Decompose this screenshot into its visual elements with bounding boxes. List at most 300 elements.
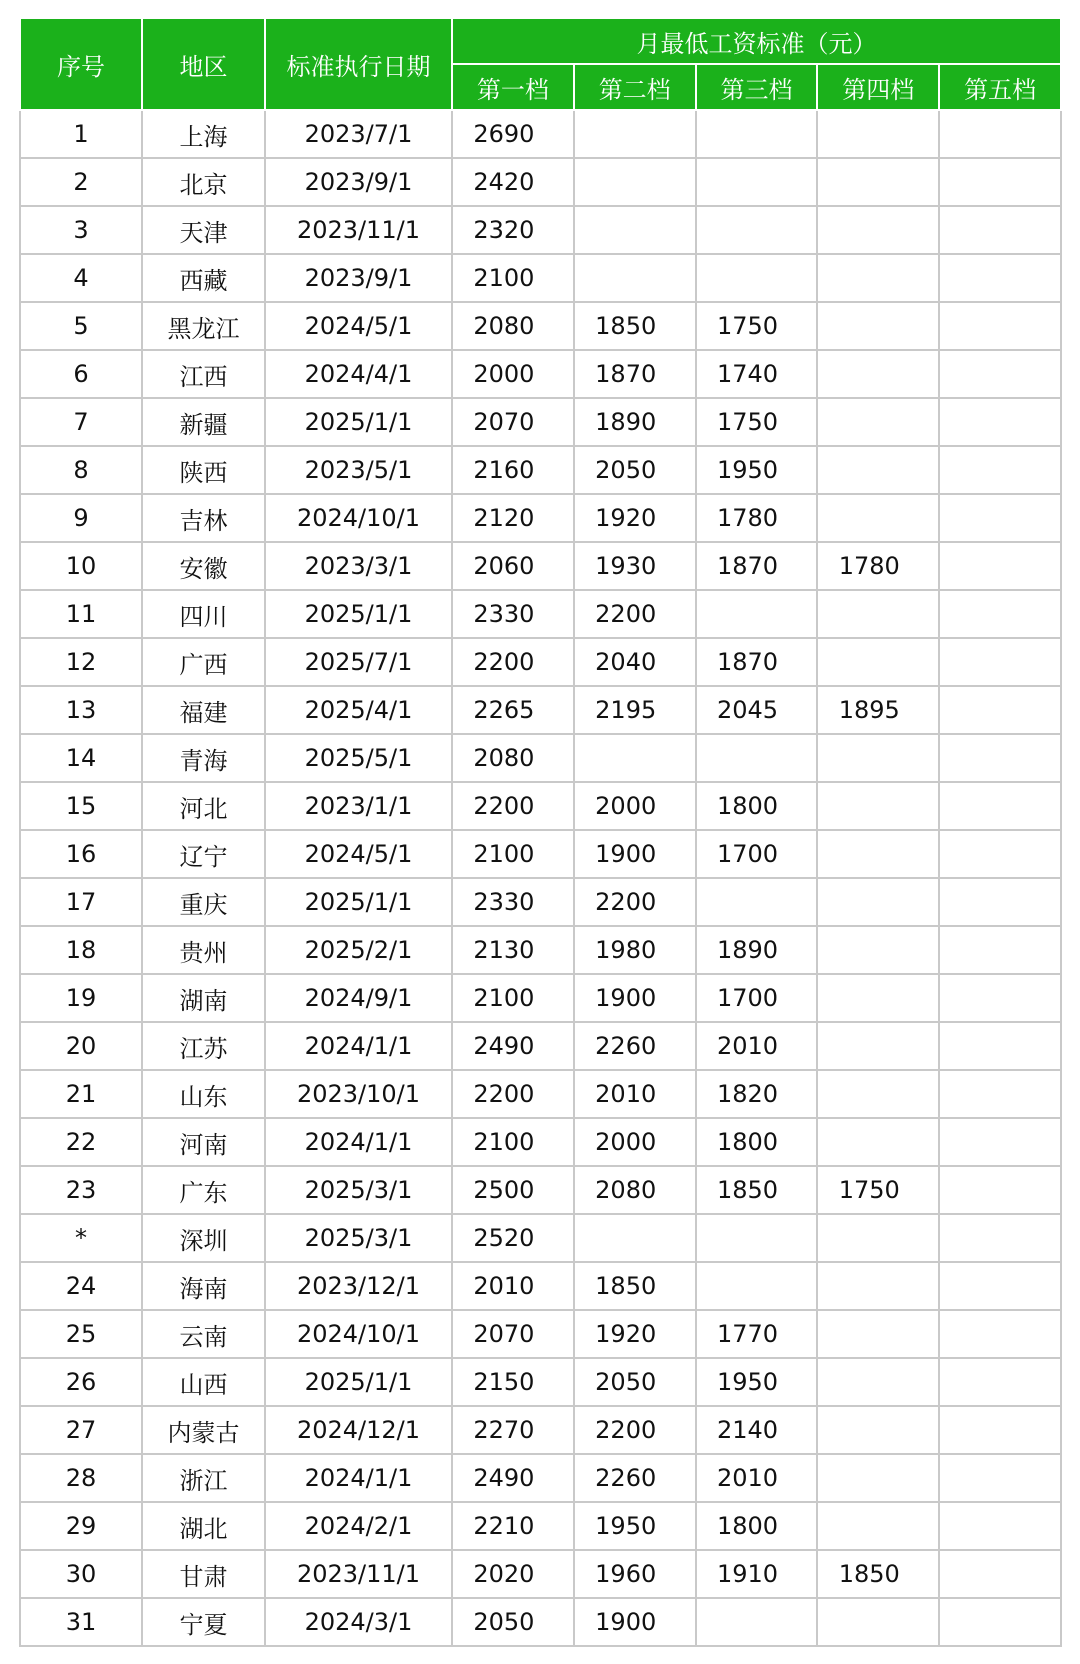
cell-tier-5 [939,590,1061,638]
cell-tier-4 [817,782,939,830]
cell-tier-4 [817,1598,939,1646]
cell-serial-number: * [20,1214,142,1262]
table-row [20,686,1061,734]
cell-tier-2: 1900 [574,974,696,1022]
cell-serial-number: 26 [20,1358,142,1406]
header-monthly-minimum-wage: 月最低工资标准（元） [452,18,1061,64]
cell-region: 辽宁 [142,830,265,878]
cell-effective-date: 2024/12/1 [265,1406,452,1454]
cell-tier-1: 2100 [452,830,574,878]
cell-effective-date: 2024/10/1 [265,1310,452,1358]
cell-tier-1: 2010 [452,1262,574,1310]
cell-region: 上海 [142,110,265,158]
cell-tier-4 [817,1070,939,1118]
cell-tier-5 [939,1358,1061,1406]
cell-tier-3: 1870 [696,638,818,686]
cell-tier-4 [817,1310,939,1358]
cell-tier-4 [817,926,939,974]
cell-tier-5 [939,1166,1061,1214]
cell-tier-1: 2320 [452,206,574,254]
cell-tier-2 [574,158,696,206]
cell-tier-2: 2195 [574,686,696,734]
cell-effective-date: 2023/9/1 [265,254,452,302]
cell-tier-4 [817,1406,939,1454]
cell-tier-1: 2100 [452,1118,574,1166]
cell-serial-number: 17 [20,878,142,926]
cell-serial-number: 1 [20,110,142,158]
cell-region: 江苏 [142,1022,265,1070]
cell-tier-2: 1950 [574,1502,696,1550]
cell-tier-4 [817,734,939,782]
cell-tier-4 [817,254,939,302]
cell-effective-date: 2025/3/1 [265,1166,452,1214]
cell-effective-date: 2025/4/1 [265,686,452,734]
cell-serial-number: 30 [20,1550,142,1598]
table-row [20,1022,1061,1070]
cell-serial-number: 18 [20,926,142,974]
cell-tier-3: 1780 [696,494,818,542]
cell-tier-1: 2420 [452,158,574,206]
cell-tier-2: 1900 [574,830,696,878]
cell-tier-5 [939,1550,1061,1598]
cell-tier-3: 1850 [696,1166,818,1214]
cell-tier-4 [817,590,939,638]
cell-region: 北京 [142,158,265,206]
cell-tier-2: 2000 [574,1118,696,1166]
cell-serial-number: 3 [20,206,142,254]
cell-tier-1: 2150 [452,1358,574,1406]
cell-serial-number: 15 [20,782,142,830]
cell-region: 贵州 [142,926,265,974]
wage-table-container [19,17,1060,1647]
cell-tier-4 [817,638,939,686]
table-row [20,446,1061,494]
cell-tier-2: 1850 [574,1262,696,1310]
cell-tier-1: 2080 [452,302,574,350]
table-row [20,542,1061,590]
cell-region: 吉林 [142,494,265,542]
cell-region: 天津 [142,206,265,254]
cell-tier-2: 2080 [574,1166,696,1214]
cell-serial-number: 10 [20,542,142,590]
cell-tier-3: 1890 [696,926,818,974]
cell-tier-5 [939,830,1061,878]
cell-tier-3: 1800 [696,1118,818,1166]
header-tier-5: 第五档 [939,64,1061,110]
header-region: 地区 [142,18,265,110]
header-tier-4: 第四档 [817,64,939,110]
cell-effective-date: 2023/10/1 [265,1070,452,1118]
cell-tier-2 [574,254,696,302]
table-row [20,782,1061,830]
cell-tier-1: 2000 [452,350,574,398]
cell-tier-5 [939,254,1061,302]
cell-tier-4 [817,110,939,158]
cell-serial-number: 13 [20,686,142,734]
cell-serial-number: 23 [20,1166,142,1214]
minimum-wage-table [19,17,1062,1647]
cell-effective-date: 2023/11/1 [265,206,452,254]
cell-tier-2: 1930 [574,542,696,590]
cell-effective-date: 2024/3/1 [265,1598,452,1646]
cell-tier-2: 2200 [574,590,696,638]
cell-tier-2: 1920 [574,494,696,542]
table-row [20,350,1061,398]
table-row [20,1550,1061,1598]
cell-serial-number: 16 [20,830,142,878]
cell-serial-number: 11 [20,590,142,638]
cell-tier-3 [696,254,818,302]
cell-effective-date: 2023/7/1 [265,110,452,158]
table-row [20,830,1061,878]
cell-tier-3: 1770 [696,1310,818,1358]
cell-tier-5 [939,1454,1061,1502]
cell-tier-1: 2100 [452,974,574,1022]
cell-tier-5 [939,206,1061,254]
cell-tier-5 [939,974,1061,1022]
cell-effective-date: 2024/1/1 [265,1454,452,1502]
cell-tier-4 [817,398,939,446]
cell-tier-2: 1980 [574,926,696,974]
cell-effective-date: 2023/12/1 [265,1262,452,1310]
cell-effective-date: 2023/3/1 [265,542,452,590]
cell-tier-1: 2210 [452,1502,574,1550]
cell-tier-3: 1950 [696,1358,818,1406]
cell-tier-3: 1800 [696,1502,818,1550]
cell-effective-date: 2025/7/1 [265,638,452,686]
cell-tier-1: 2070 [452,398,574,446]
cell-tier-2: 2260 [574,1022,696,1070]
cell-serial-number: 25 [20,1310,142,1358]
cell-tier-2: 2260 [574,1454,696,1502]
cell-effective-date: 2024/4/1 [265,350,452,398]
cell-serial-number: 6 [20,350,142,398]
cell-tier-1: 2200 [452,782,574,830]
cell-region: 西藏 [142,254,265,302]
cell-effective-date: 2024/9/1 [265,974,452,1022]
cell-tier-5 [939,734,1061,782]
cell-serial-number: 7 [20,398,142,446]
cell-tier-4 [817,1022,939,1070]
cell-tier-3: 1750 [696,302,818,350]
cell-tier-5 [939,110,1061,158]
cell-effective-date: 2024/5/1 [265,830,452,878]
table-row [20,1070,1061,1118]
cell-tier-5 [939,1310,1061,1358]
cell-tier-2: 2000 [574,782,696,830]
table-header [20,18,1061,110]
cell-serial-number: 31 [20,1598,142,1646]
cell-effective-date: 2024/5/1 [265,302,452,350]
cell-tier-4 [817,878,939,926]
table-body [20,110,1061,1646]
table-row [20,302,1061,350]
cell-tier-1: 2050 [452,1598,574,1646]
cell-serial-number: 9 [20,494,142,542]
cell-tier-1: 2500 [452,1166,574,1214]
cell-serial-number: 14 [20,734,142,782]
cell-region: 广东 [142,1166,265,1214]
cell-tier-3: 2140 [696,1406,818,1454]
cell-tier-5 [939,1502,1061,1550]
cell-region: 重庆 [142,878,265,926]
cell-tier-5 [939,878,1061,926]
table-row [20,1118,1061,1166]
cell-tier-1: 2690 [452,110,574,158]
table-row [20,1406,1061,1454]
cell-serial-number: 27 [20,1406,142,1454]
cell-serial-number: 28 [20,1454,142,1502]
cell-tier-4 [817,1502,939,1550]
cell-effective-date: 2025/1/1 [265,1358,452,1406]
cell-region: 江西 [142,350,265,398]
cell-tier-2 [574,1214,696,1262]
cell-tier-4: 1780 [817,542,939,590]
cell-region: 深圳 [142,1214,265,1262]
cell-tier-2: 1850 [574,302,696,350]
cell-tier-5 [939,782,1061,830]
cell-tier-5 [939,686,1061,734]
cell-serial-number: 22 [20,1118,142,1166]
cell-tier-3: 2045 [696,686,818,734]
table-row [20,1310,1061,1358]
cell-region: 新疆 [142,398,265,446]
cell-tier-2: 1960 [574,1550,696,1598]
cell-tier-3 [696,158,818,206]
cell-serial-number: 21 [20,1070,142,1118]
cell-region: 宁夏 [142,1598,265,1646]
cell-tier-5 [939,1598,1061,1646]
cell-tier-3 [696,1598,818,1646]
cell-tier-4 [817,302,939,350]
cell-effective-date: 2025/1/1 [265,398,452,446]
cell-tier-5 [939,350,1061,398]
table-row [20,110,1061,158]
cell-region: 福建 [142,686,265,734]
cell-tier-2: 2200 [574,878,696,926]
cell-tier-3: 1750 [696,398,818,446]
cell-tier-4: 1750 [817,1166,939,1214]
table-row [20,158,1061,206]
cell-serial-number: 29 [20,1502,142,1550]
cell-tier-5 [939,1406,1061,1454]
cell-tier-1: 2490 [452,1022,574,1070]
cell-tier-3: 1870 [696,542,818,590]
cell-effective-date: 2024/1/1 [265,1118,452,1166]
cell-tier-1: 2130 [452,926,574,974]
cell-tier-1: 2265 [452,686,574,734]
cell-tier-4 [817,1262,939,1310]
header-serial-number: 序号 [20,18,142,110]
cell-region: 陕西 [142,446,265,494]
cell-tier-4 [817,206,939,254]
cell-tier-5 [939,494,1061,542]
header-tier-1: 第一档 [452,64,574,110]
cell-region: 青海 [142,734,265,782]
table-row [20,926,1061,974]
cell-tier-1: 2330 [452,878,574,926]
cell-tier-5 [939,1262,1061,1310]
cell-tier-5 [939,398,1061,446]
cell-tier-4 [817,158,939,206]
cell-tier-4 [817,1118,939,1166]
cell-tier-2 [574,734,696,782]
table-row [20,1358,1061,1406]
header-tier-3: 第三档 [696,64,818,110]
cell-tier-4: 1895 [817,686,939,734]
cell-tier-5 [939,926,1061,974]
cell-tier-4 [817,830,939,878]
cell-region: 河北 [142,782,265,830]
cell-tier-3 [696,206,818,254]
table-row [20,1166,1061,1214]
cell-effective-date: 2024/10/1 [265,494,452,542]
table-row [20,974,1061,1022]
cell-tier-1: 2120 [452,494,574,542]
table-row [20,1502,1061,1550]
cell-tier-4 [817,494,939,542]
cell-effective-date: 2024/1/1 [265,1022,452,1070]
cell-tier-2: 1870 [574,350,696,398]
cell-tier-1: 2160 [452,446,574,494]
cell-tier-4: 1850 [817,1550,939,1598]
cell-serial-number: 12 [20,638,142,686]
cell-tier-3: 1800 [696,782,818,830]
cell-tier-1: 2490 [452,1454,574,1502]
cell-tier-3 [696,734,818,782]
cell-tier-5 [939,1118,1061,1166]
cell-tier-1: 2060 [452,542,574,590]
cell-effective-date: 2023/1/1 [265,782,452,830]
cell-tier-3 [696,878,818,926]
header-tier-2: 第二档 [574,64,696,110]
cell-tier-1: 2200 [452,638,574,686]
cell-tier-3 [696,590,818,638]
cell-tier-5 [939,542,1061,590]
cell-tier-1: 2080 [452,734,574,782]
cell-tier-4 [817,1214,939,1262]
cell-tier-2: 2040 [574,638,696,686]
cell-tier-3 [696,1214,818,1262]
cell-tier-2: 2050 [574,446,696,494]
cell-tier-3: 1910 [696,1550,818,1598]
cell-region: 海南 [142,1262,265,1310]
cell-effective-date: 2025/5/1 [265,734,452,782]
cell-region: 河南 [142,1118,265,1166]
cell-tier-4 [817,350,939,398]
table-row [20,254,1061,302]
cell-tier-5 [939,446,1061,494]
cell-serial-number: 20 [20,1022,142,1070]
cell-tier-2: 1920 [574,1310,696,1358]
cell-tier-2: 1900 [574,1598,696,1646]
cell-tier-1: 2200 [452,1070,574,1118]
cell-region: 甘肃 [142,1550,265,1598]
table-row [20,398,1061,446]
cell-tier-4 [817,1358,939,1406]
cell-region: 湖北 [142,1502,265,1550]
cell-serial-number: 24 [20,1262,142,1310]
cell-region: 四川 [142,590,265,638]
table-row [20,734,1061,782]
cell-tier-3: 1950 [696,446,818,494]
cell-tier-5 [939,158,1061,206]
cell-tier-3: 1740 [696,350,818,398]
cell-effective-date: 2024/2/1 [265,1502,452,1550]
cell-tier-1: 2020 [452,1550,574,1598]
cell-tier-2: 2200 [574,1406,696,1454]
cell-tier-1: 2520 [452,1214,574,1262]
cell-tier-1: 2070 [452,1310,574,1358]
table-row [20,590,1061,638]
cell-region: 山西 [142,1358,265,1406]
cell-serial-number: 2 [20,158,142,206]
cell-region: 黑龙江 [142,302,265,350]
cell-serial-number: 5 [20,302,142,350]
cell-effective-date: 2025/1/1 [265,878,452,926]
cell-tier-3: 2010 [696,1022,818,1070]
cell-tier-5 [939,638,1061,686]
table-row [20,1598,1061,1646]
cell-region: 湖南 [142,974,265,1022]
cell-tier-4 [817,974,939,1022]
cell-tier-2: 2050 [574,1358,696,1406]
cell-tier-2 [574,110,696,158]
cell-region: 浙江 [142,1454,265,1502]
cell-tier-2: 2010 [574,1070,696,1118]
cell-tier-4 [817,446,939,494]
cell-effective-date: 2023/11/1 [265,1550,452,1598]
cell-tier-2 [574,206,696,254]
table-row [20,878,1061,926]
table-row [20,638,1061,686]
cell-tier-5 [939,1070,1061,1118]
cell-tier-3: 1700 [696,830,818,878]
cell-serial-number: 4 [20,254,142,302]
cell-tier-3: 2010 [696,1454,818,1502]
cell-region: 山东 [142,1070,265,1118]
cell-tier-3 [696,1262,818,1310]
cell-effective-date: 2025/2/1 [265,926,452,974]
cell-tier-3: 1820 [696,1070,818,1118]
cell-tier-4 [817,1454,939,1502]
cell-tier-3 [696,110,818,158]
cell-effective-date: 2023/5/1 [265,446,452,494]
cell-region: 内蒙古 [142,1406,265,1454]
table-row [20,1262,1061,1310]
cell-effective-date: 2025/1/1 [265,590,452,638]
cell-serial-number: 8 [20,446,142,494]
header-effective-date: 标准执行日期 [265,18,452,110]
cell-effective-date: 2023/9/1 [265,158,452,206]
table-row [20,206,1061,254]
cell-tier-5 [939,1022,1061,1070]
cell-effective-date: 2025/3/1 [265,1214,452,1262]
cell-tier-2: 1890 [574,398,696,446]
cell-region: 广西 [142,638,265,686]
cell-tier-1: 2330 [452,590,574,638]
cell-region: 云南 [142,1310,265,1358]
table-row [20,1214,1061,1262]
cell-tier-5 [939,302,1061,350]
cell-tier-1: 2270 [452,1406,574,1454]
table-row [20,1454,1061,1502]
cell-tier-1: 2100 [452,254,574,302]
cell-tier-3: 1700 [696,974,818,1022]
cell-serial-number: 19 [20,974,142,1022]
cell-region: 安徽 [142,542,265,590]
cell-tier-5 [939,1214,1061,1262]
